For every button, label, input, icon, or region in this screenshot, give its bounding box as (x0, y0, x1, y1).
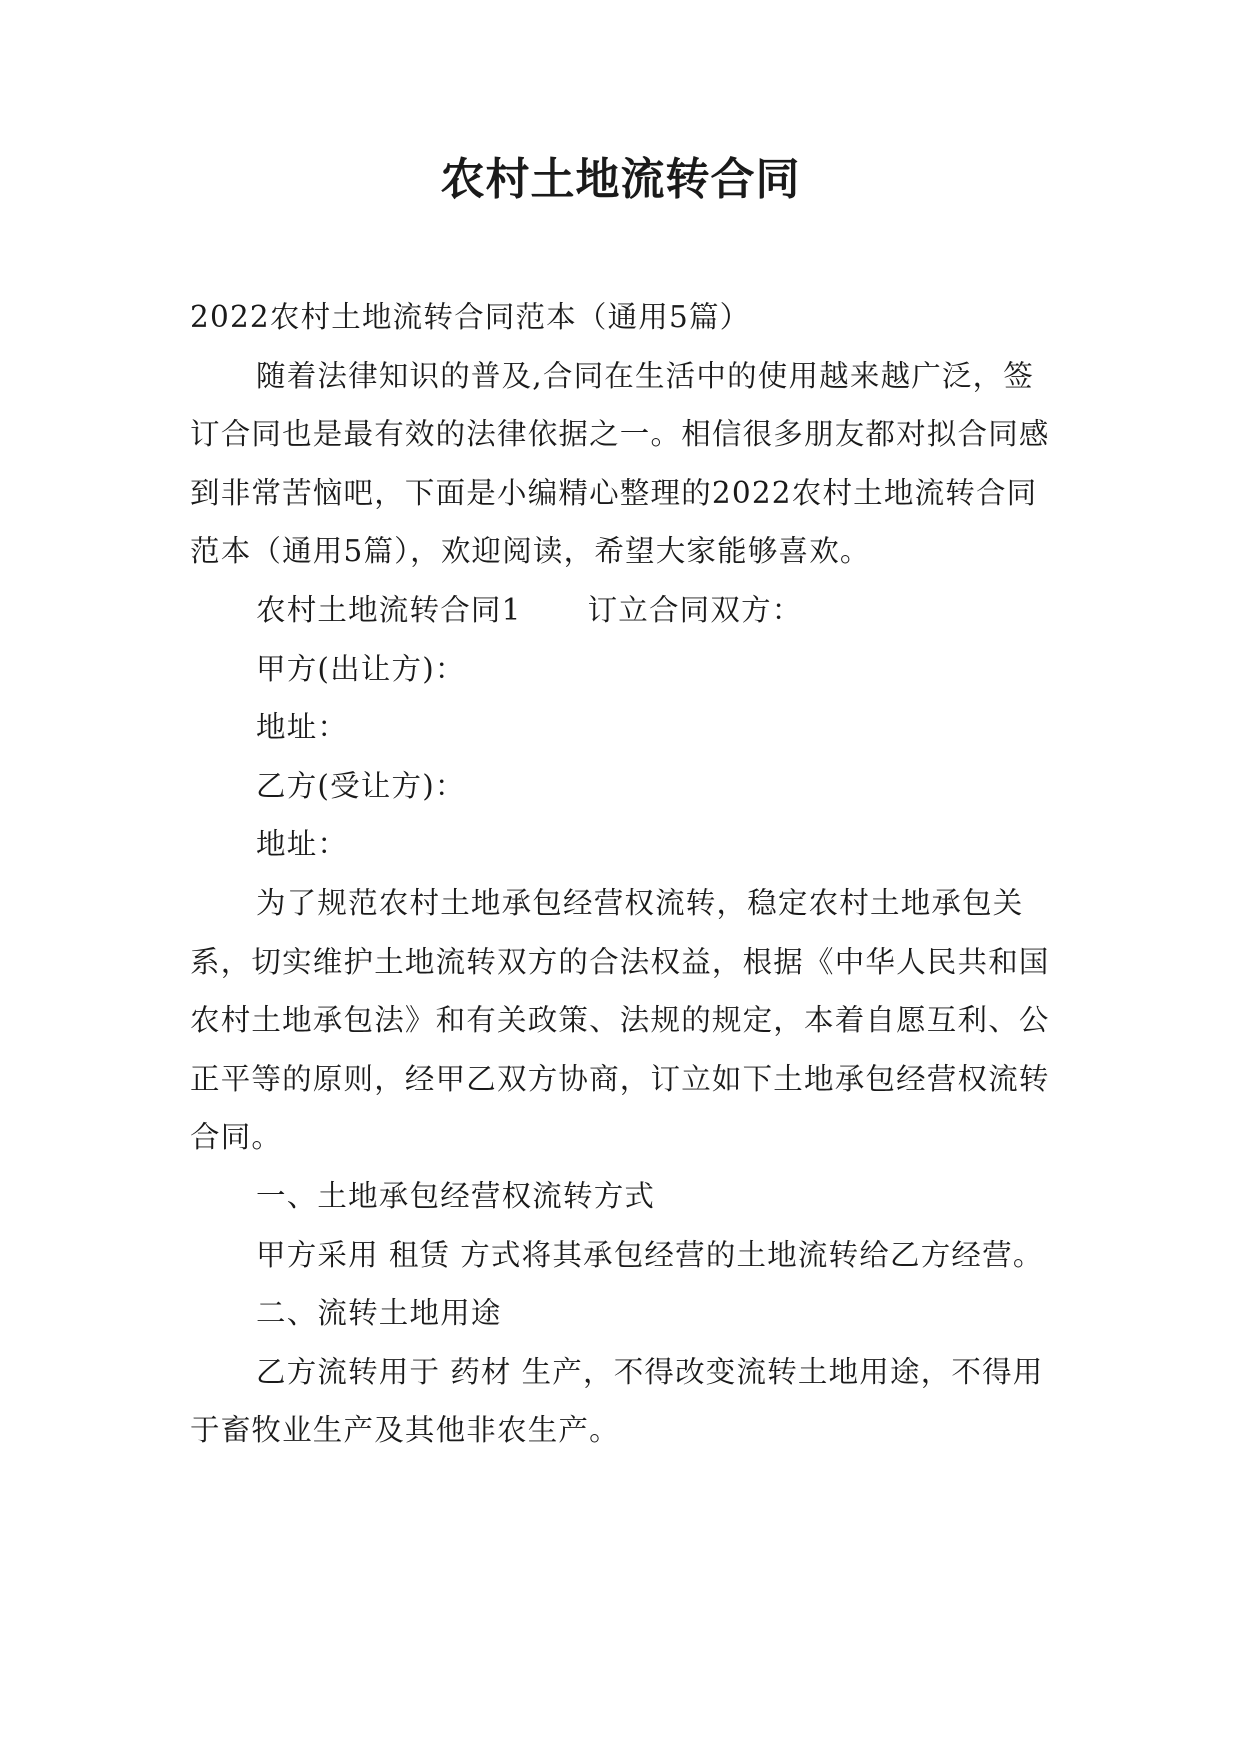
transfer-method-value: 租赁 (388, 1237, 451, 1272)
party-a-address-label: 地址： (256, 710, 349, 745)
section-2-title: 二、流转土地用途 (256, 1296, 502, 1331)
parties-label: 订立合同双方： (587, 592, 803, 627)
preamble-paragraph: 为了规范农村土地承包经营权流转，稳定农村土地承包关系，切实维护土地流转双方的合法权益，根据《中华人民共和国农村土地承包法》和有关政策、法规的规定，本着自愿互利、公正平等的原则，经甲乙双方协商，订立如下土地承包经营权流转合同。 (190, 885, 1050, 1155)
section-1-paragraph: 甲方采用 租赁 方式将其承包经营的土地流转给乙方经营。 (256, 1237, 1044, 1272)
intro-paragraph: 随着法律知识的普及,合同在生活中的使用越来越广泛，签订合同也是最有效的法律依据之一。相信很多朋友都对拟合同感到非常苦恼吧，下面是小编精心整理的2022农村土地流转合同范本（通用5篇），欢迎阅读，希望大家能够喜欢。 (190, 358, 1050, 569)
land-use-value: 药材 (450, 1354, 512, 1389)
section-2-paragraph: 乙方流转用于 药材 生产，不得改变流转土地用途，不得用于畜牧业生产及其他非农生产。 (190, 1354, 1044, 1448)
document-title: 农村土地流转合同 (440, 154, 801, 205)
contract-heading-line (190, 581, 1054, 640)
party-b-address-label: 地址： (256, 827, 349, 862)
party-b-label: 乙方(受让方)： (256, 768, 466, 803)
party-a-label: 甲方(出让方)： (256, 651, 466, 686)
contract-heading: 农村土地流转合同1 (256, 592, 522, 627)
document-body (190, 288, 1054, 1460)
document-subtitle: 2022农村土地流转合同范本（通用5篇） (190, 300, 751, 334)
section-1-title: 一、土地承包经营权流转方式 (256, 1178, 656, 1213)
